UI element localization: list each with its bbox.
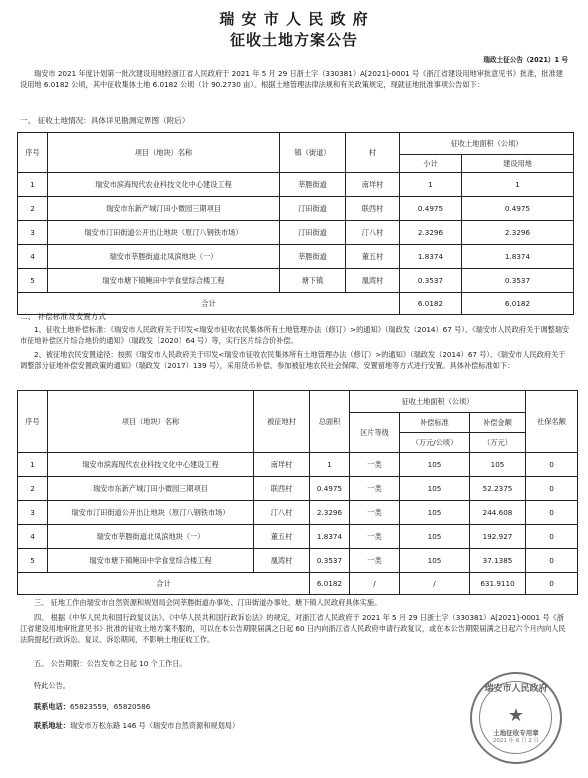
cell-no: 3 xyxy=(18,221,48,245)
seal-date: 2021 年 6 月 2 日 xyxy=(492,738,540,744)
header-construction: 建设用地 xyxy=(462,155,574,173)
table-row xyxy=(18,501,578,525)
cell-subtotal: 2.3296 xyxy=(400,221,462,245)
cell-grade: 一类 xyxy=(350,453,400,477)
cell-amount: 244.608 xyxy=(470,501,526,525)
document-number: 瑞政土征公告（2021）1 号 xyxy=(483,56,568,64)
cell-village: 董五村 xyxy=(254,525,310,549)
cell-village: 南垟村 xyxy=(254,453,310,477)
cell-construction: 0.4975 xyxy=(462,197,574,221)
cell-project: 瑞安市东新产城汀田小微园三期项目 xyxy=(48,477,254,501)
header-area-group: 征收土地面积（公顷） xyxy=(350,391,526,413)
table-row xyxy=(18,245,574,269)
table-row xyxy=(18,549,578,573)
phone-value: 65823559，65820586 xyxy=(69,702,151,711)
official-seal xyxy=(470,672,562,764)
cell-standard: 105 xyxy=(400,549,470,573)
cell-standard: 105 xyxy=(400,453,470,477)
header-grade: 区片等级 xyxy=(350,413,400,453)
cell-subtotal: 0.4975 xyxy=(400,197,462,221)
cell-area: 2.3296 xyxy=(310,501,350,525)
header-amount-unit: （万元） xyxy=(470,433,526,453)
cell-area: 0.3537 xyxy=(310,549,350,573)
header-standard: 补偿标准 xyxy=(400,413,470,433)
cell-social: 0 xyxy=(526,453,578,477)
table-row xyxy=(18,453,578,477)
header-area-group: 征收土地面积（公顷） xyxy=(400,133,574,155)
seal-name: 瑞安市人民政府 xyxy=(484,684,548,694)
header-village: 村 xyxy=(346,133,400,173)
section5-paragraph: 五、 公告期限：公告发布之日起 10 个工作日。 xyxy=(34,659,187,668)
table-row xyxy=(18,173,574,197)
cell-social: 0 xyxy=(526,525,578,549)
cell-town: 塘下镇 xyxy=(280,269,346,293)
section4-paragraph: 四、 根据《中华人民共和国行政复议法》、《中华人民共和国行政诉讼法》的规定，对浙江省人民政府于 2021 年 5 月 29 日浙土字（330381）A[2021]-0001 号《浙江省建设用地审批意见书》批准的征收土地方案不服的，可以在本公告期限届满之日起 60 日内向浙江省人民政府申请行政复议，或在本公告期限届满之日起六个月内向人民法院提起行政诉讼。复议、诉讼期间，不影响土地征收工作。 xyxy=(20,613,566,644)
cell-village: 凰湾村 xyxy=(346,269,400,293)
header-project: 项目（地块）名称 xyxy=(48,133,280,173)
cell-village: 联西村 xyxy=(346,197,400,221)
total-amount: 631.9110 xyxy=(470,573,526,595)
header-subtotal: 小计 xyxy=(400,155,462,173)
table-row xyxy=(18,477,578,501)
cell-subtotal: 1.8374 xyxy=(400,245,462,269)
cell-no: 5 xyxy=(18,549,48,573)
cell-grade: 一类 xyxy=(350,477,400,501)
cell-social: 0 xyxy=(526,501,578,525)
header-standard-unit: （万元/公顷） xyxy=(400,433,470,453)
cell-village: 董五村 xyxy=(346,245,400,269)
cell-project: 瑞安市滨海现代农业科技文化中心建设工程 xyxy=(48,453,254,477)
address-label: 联系地址： xyxy=(34,721,70,730)
cell-no: 2 xyxy=(18,477,48,501)
cell-social: 0 xyxy=(526,549,578,573)
total-standard: / xyxy=(400,573,470,595)
header-area: 总面积 xyxy=(310,391,350,453)
cell-no: 1 xyxy=(18,453,48,477)
compensation-table xyxy=(17,390,578,595)
cell-construction: 0.3537 xyxy=(462,269,574,293)
total-label: 合计 xyxy=(18,293,400,315)
header-town: 镇（街道） xyxy=(280,133,346,173)
cell-amount: 192.927 xyxy=(470,525,526,549)
cell-amount: 52.2375 xyxy=(470,477,526,501)
table-row xyxy=(18,525,578,549)
cell-construction: 2.3296 xyxy=(462,221,574,245)
cell-village: 联西村 xyxy=(254,477,310,501)
cell-no: 1 xyxy=(18,173,48,197)
header-social: 社保名额 xyxy=(526,391,578,453)
cell-standard: 105 xyxy=(400,477,470,501)
cell-village: 凰湾村 xyxy=(254,549,310,573)
table-row xyxy=(18,269,574,293)
cell-no: 4 xyxy=(18,245,48,269)
cell-project: 瑞安市莘塍街道北凤滨地块（一） xyxy=(48,245,280,269)
table-row xyxy=(18,197,574,221)
cell-construction: 1.8374 xyxy=(462,245,574,269)
cell-village: 汀八村 xyxy=(346,221,400,245)
cell-standard: 105 xyxy=(400,501,470,525)
cell-no: 5 xyxy=(18,269,48,293)
header-no: 序号 xyxy=(18,391,48,453)
cell-area: 0.4975 xyxy=(310,477,350,501)
total-area: 6.0182 xyxy=(310,573,350,595)
header-amount: 补偿金额 xyxy=(470,413,526,433)
cell-town: 汀田街道 xyxy=(280,221,346,245)
cell-area: 1 xyxy=(310,453,350,477)
cell-project: 瑞安市东新产城汀田小微园三期项目 xyxy=(48,197,280,221)
cell-amount: 37.1385 xyxy=(470,549,526,573)
cell-no: 3 xyxy=(18,501,48,525)
total-subtotal: 6.0182 xyxy=(400,293,462,315)
cell-grade: 一类 xyxy=(350,549,400,573)
cell-town: 汀田街道 xyxy=(280,197,346,221)
cell-subtotal: 0.3537 xyxy=(400,269,462,293)
cell-project: 瑞安市莘塍街道北凤滨地块（一） xyxy=(48,525,254,549)
header-village: 被征地村 xyxy=(254,391,310,453)
cell-project: 瑞安市汀田街道公开出让地块（原汀八钢铁市场） xyxy=(48,221,280,245)
cell-project: 瑞安市汀田街道公开出让地块（原汀八钢铁市场） xyxy=(48,501,254,525)
table-row xyxy=(18,221,574,245)
cell-town: 莘塍街道 xyxy=(280,245,346,269)
total-social: 0 xyxy=(526,573,578,595)
compensation-standard-paragraph: 1、征收土地补偿标准：《瑞安市人民政府关于印发<瑞安市征收农民集体所有土地管理办法（修订）>的通知》（瑞政发（2014）67 号）、《瑞安市人民政府关于调整瑞安市征地补偿区片综合地价的通知》（瑞政发〔2020〕64 号）等，实行区片综合价补偿。 xyxy=(20,325,570,345)
phone-label: 联系电话： xyxy=(34,702,70,711)
address-value: 瑞安市万松东路 146 号（瑞安市自然资源和规划局） xyxy=(69,721,240,730)
intro-paragraph: 瑞安市 2021 年度计划第一批次建设用地经浙江省人民政府于 2021 年 5 月 29 日浙土字（330381）A[2021]-0001 号《浙江省建设用地审批意见书》批准，批准建设用地 6.0182 公顷，其中征收集体土地 6.0182 公顷（计 90.2730 亩）。根据土地管理法律法规和有关政策规定，现就征地批准事项公告如下： xyxy=(20,69,563,89)
header-project: 项目（地块）名称 xyxy=(48,391,254,453)
seal-subtitle: 土地征收专用章 xyxy=(493,729,539,737)
section3-paragraph: 三、 征地工作由瑞安市自然资源和规划局会同莘塍街道办事处、汀田街道办事处、塘下镇人民政府具体实施。 xyxy=(34,598,382,607)
cell-subtotal: 1 xyxy=(400,173,462,197)
section2-title: 二、 补偿标准及安置方式 xyxy=(20,312,106,321)
cell-standard: 105 xyxy=(400,525,470,549)
cell-amount: 105 xyxy=(470,453,526,477)
cell-area: 1.8374 xyxy=(310,525,350,549)
announcement-title: 征收土地方案公告 xyxy=(229,31,358,49)
closing-text: 特此公告。 xyxy=(34,681,70,690)
table-total-row xyxy=(18,573,578,595)
header-no: 序号 xyxy=(18,133,48,173)
section1-title: 一、 征收土地情况：具体详见勘测定界图（附后） xyxy=(20,116,190,125)
land-expropriation-table xyxy=(17,132,574,315)
resettlement-paragraph: 2、被征地农民安置途径：按照《瑞安市人民政府关于印发<瑞安市征收农民集体所有土地管理办法（修订）>的通知》（瑞政发（2014）67 号）、《瑞安市人民政府关于调整部分征地补偿安置政策的通知》（瑞政发（2017）139 号），采用货币补偿、参加被征地农民社会保障、安置留地等方式进行安置。具体补偿标准如下： xyxy=(20,350,566,370)
cell-grade: 一类 xyxy=(350,525,400,549)
cell-village: 南垟村 xyxy=(346,173,400,197)
cell-town: 莘塍街道 xyxy=(280,173,346,197)
cell-grade: 一类 xyxy=(350,501,400,525)
total-label: 合计 xyxy=(18,573,310,595)
cell-construction: 1 xyxy=(462,173,574,197)
total-grade: / xyxy=(350,573,400,595)
star-icon: ★ xyxy=(507,705,525,726)
cell-social: 0 xyxy=(526,477,578,501)
cell-project: 瑞安市滨海现代农业科技文化中心建设工程 xyxy=(48,173,280,197)
government-title: 瑞 安 市 人 民 政 府 xyxy=(219,10,369,28)
cell-village: 汀八村 xyxy=(254,501,310,525)
cell-no: 2 xyxy=(18,197,48,221)
cell-project: 瑞安市塘下镇鲍田中学食堂综合楼工程 xyxy=(48,549,254,573)
total-construction: 6.0182 xyxy=(462,293,574,315)
cell-no: 4 xyxy=(18,525,48,549)
cell-project: 瑞安市塘下镇鲍田中学食堂综合楼工程 xyxy=(48,269,280,293)
